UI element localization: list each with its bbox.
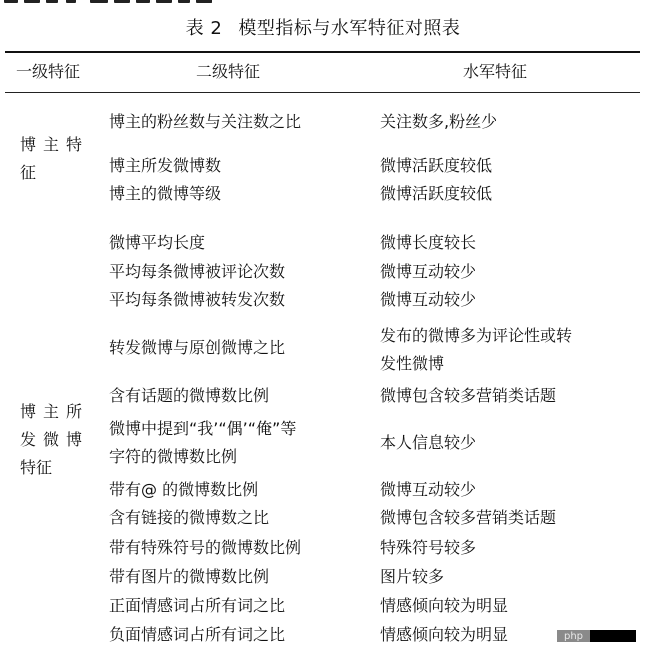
table-top-rule [5, 51, 640, 53]
row-level2: 博主所发微博数 [109, 156, 222, 175]
row-troll: 微博包含较多营销类话题 [380, 386, 557, 405]
table-number: 表 2 [185, 18, 223, 39]
header-troll-features: 水军特征 [463, 62, 528, 81]
row-troll: 微博互动较少 [380, 290, 477, 309]
watermark [557, 630, 636, 642]
row-level2: 负面情感词占所有词之比 [109, 625, 286, 644]
row-troll: 发布的微博多为评论性或转 发性微博 [380, 326, 573, 373]
row-troll: 图片较多 [380, 567, 445, 586]
row-troll: 微博包含较多营销类话题 [380, 508, 557, 527]
row-level2: 带有@ 的微博数比例 [109, 480, 259, 499]
row-troll: 微博互动较少 [380, 262, 477, 281]
row-level2: 含有话题的微博数比例 [109, 386, 270, 405]
row-level2: 正面情感词占所有词之比 [109, 596, 286, 615]
cut-off-text-line [0, 0, 646, 5]
row-troll: 微博活跃度较低 [380, 184, 493, 203]
row-level2: 含有链接的微博数之比 [109, 508, 270, 527]
row-level2: 平均每条微博被评论次数 [109, 262, 286, 281]
row-level2: 带有图片的微博数比例 [109, 567, 270, 586]
row-troll: 微博长度较长 [380, 233, 477, 252]
row-level2: 微博中提到“我’“偶’“俺”等 字符的微博数比例 [109, 419, 297, 466]
row-level2: 博主的粉丝数与关注数之比 [109, 112, 302, 131]
row-troll: 情感倾向较为明显 [380, 596, 509, 615]
table-header-rule [5, 92, 640, 93]
table-caption [0, 17, 646, 41]
header-level1: 一级特征 [16, 62, 81, 81]
row-level2: 平均每条微博被转发次数 [109, 290, 286, 309]
row-troll: 情感倾向较为明显 [380, 625, 509, 644]
table-title: 模型指标与水军特征对照表 [238, 18, 461, 39]
header-level2: 二级特征 [196, 62, 261, 81]
row-troll: 微博互动较少 [380, 480, 477, 499]
row-level2: 带有特殊符号的微博数比例 [109, 538, 302, 557]
row-level2: 博主的微博等级 [109, 184, 222, 203]
row-level2: 转发微博与原创微博之比 [109, 338, 286, 357]
row-troll: 特殊符号较多 [380, 538, 477, 557]
row-troll: 微博活跃度较低 [380, 156, 493, 175]
row-troll: 关注数多,粉丝少 [380, 112, 498, 131]
row-troll: 本人信息较少 [380, 433, 477, 452]
row-level2: 微博平均长度 [109, 233, 206, 252]
watermark-bar [590, 630, 636, 642]
group-label-posts: 博主所 发微博 特征 [20, 402, 90, 477]
watermark-logo: php [557, 630, 590, 642]
group-label-blogger: 博主特 征 [20, 135, 90, 182]
